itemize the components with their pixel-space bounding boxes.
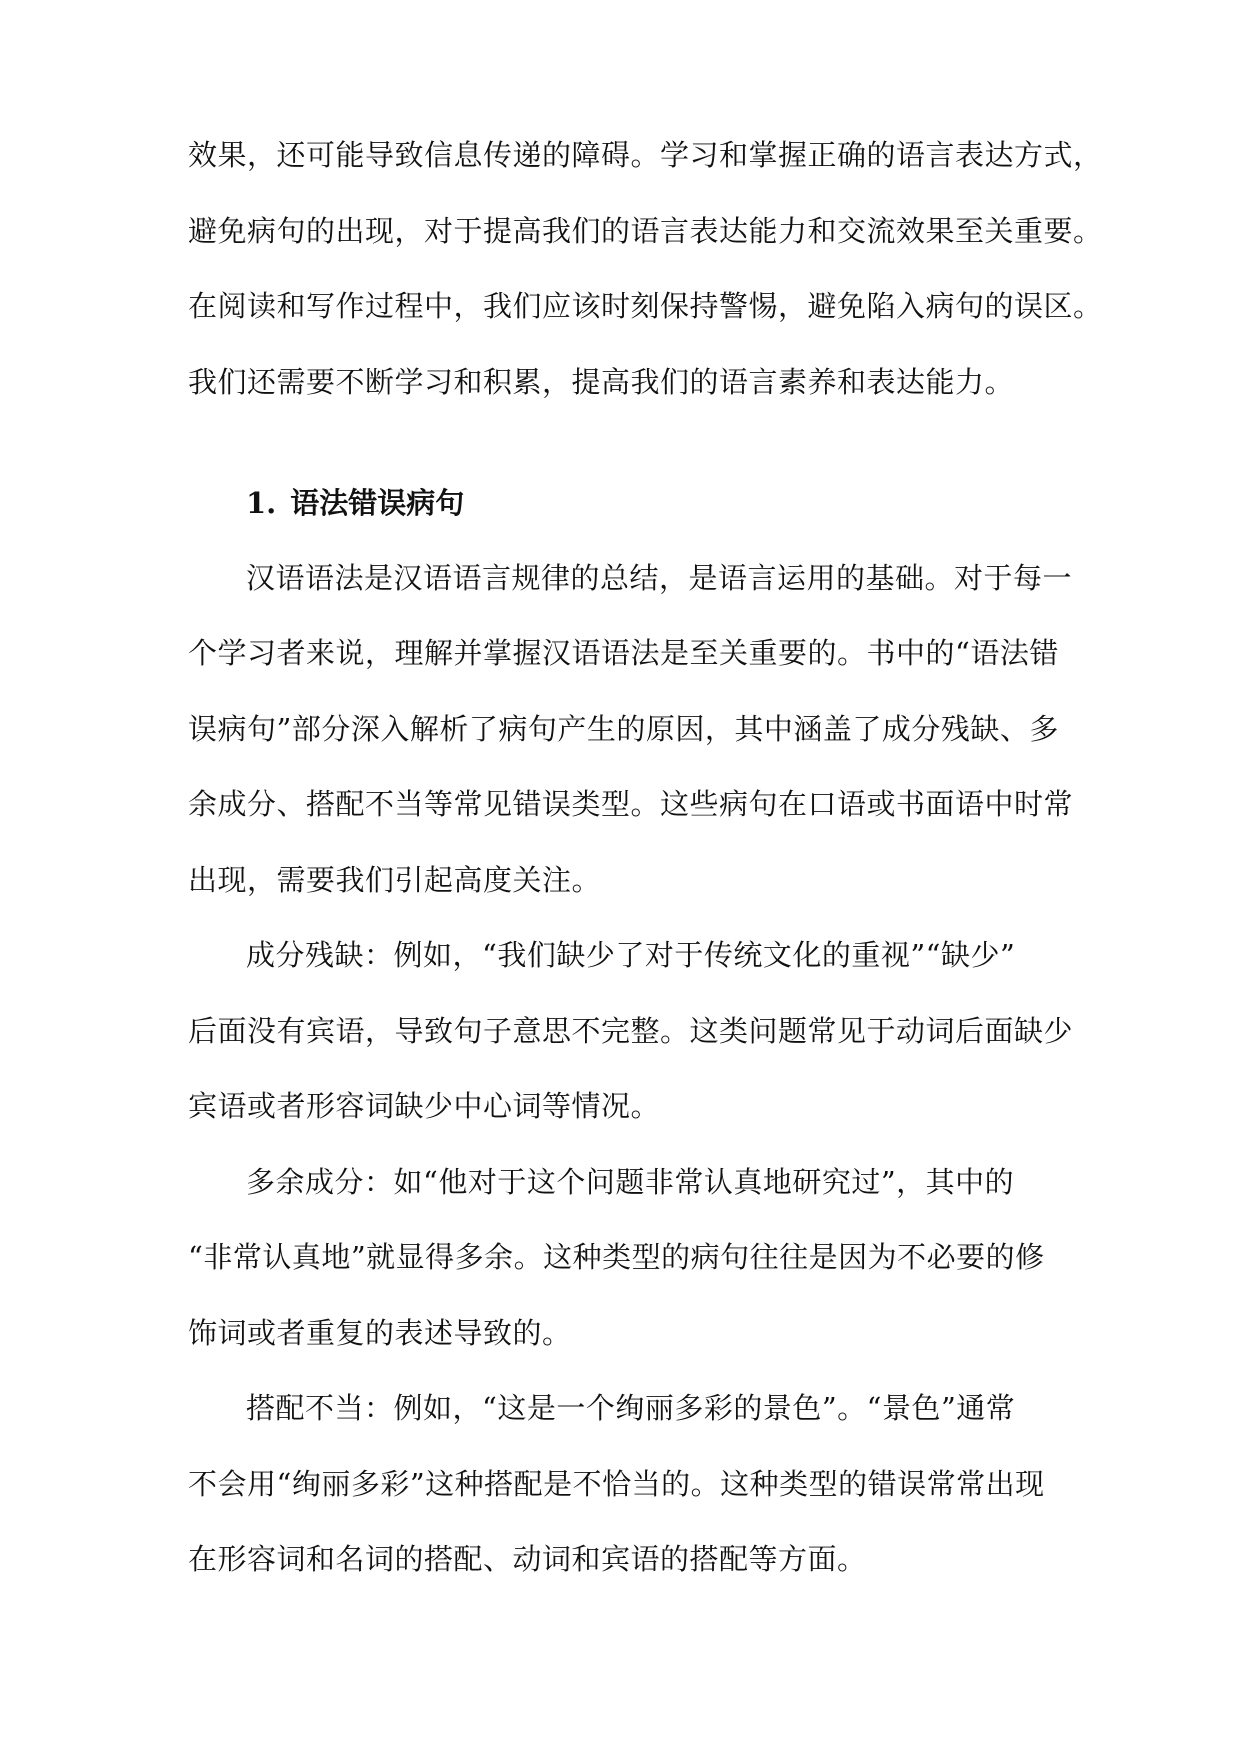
section-heading <box>246 483 464 523</box>
section-number: 1. <box>246 486 277 520</box>
paragraph-2-line-2: 后面没有宾语，导致句子意思不完整。这类问题常见于动词后面缺少 <box>188 1014 1074 1048</box>
paragraph-1-line-3: 误病句”部分深入解析了病句产生的原因，其中涵盖了成分残缺、多 <box>188 712 1059 746</box>
intro-line-1: 效果，还可能导致信息传递的障碍。学习和掌握正确的语言表达方式， <box>188 138 1103 172</box>
paragraph-1-line-4: 余成分、搭配不当等常见错误类型。这些病句在口语或书面语中时常 <box>188 787 1074 821</box>
paragraph-3-line-1: 多余成分：如“他对于这个问题非常认真地研究过”，其中的 <box>246 1165 1015 1199</box>
intro-line-2: 避免病句的出现，对于提高我们的语言表达能力和交流效果至关重要。 <box>188 214 1103 248</box>
paragraph-1-line-5: 出现，需要我们引起高度关注。 <box>188 863 602 897</box>
paragraph-3-line-2: “非常认真地”就显得多余。这种类型的病句往往是因为不必要的修 <box>188 1240 1045 1274</box>
section-title: 语法错误病句 <box>290 486 465 520</box>
paragraph-2-line-3: 宾语或者形容词缺少中心词等情况。 <box>188 1089 661 1123</box>
intro-line-3: 在阅读和写作过程中，我们应该时刻保持警惕，避免陷入病句的误区。 <box>188 289 1103 323</box>
paragraph-4-line-1: 搭配不当：例如，“这是一个绚丽多彩的景色”。“景色”通常 <box>246 1391 1016 1425</box>
paragraph-1-line-1: 汉语语法是汉语语言规律的总结，是语言运用的基础。对于每一 <box>246 561 1073 595</box>
paragraph-2-line-1: 成分残缺：例如，“我们缺少了对于传统文化的重视”“缺少” <box>246 938 1016 972</box>
paragraph-4-line-2: 不会用“绚丽多彩”这种搭配是不恰当的。这种类型的错误常常出现 <box>188 1467 1045 1501</box>
paragraph-1-line-2: 个学习者来说，理解并掌握汉语语法是至关重要的。书中的“语法错 <box>188 636 1059 670</box>
intro-line-4: 我们还需要不断学习和积累，提高我们的语言素养和表达能力。 <box>188 365 1015 399</box>
paragraph-4-line-3: 在形容词和名词的搭配、动词和宾语的搭配等方面。 <box>188 1542 867 1576</box>
paragraph-3-line-3: 饰词或者重复的表述导致的。 <box>188 1316 572 1350</box>
